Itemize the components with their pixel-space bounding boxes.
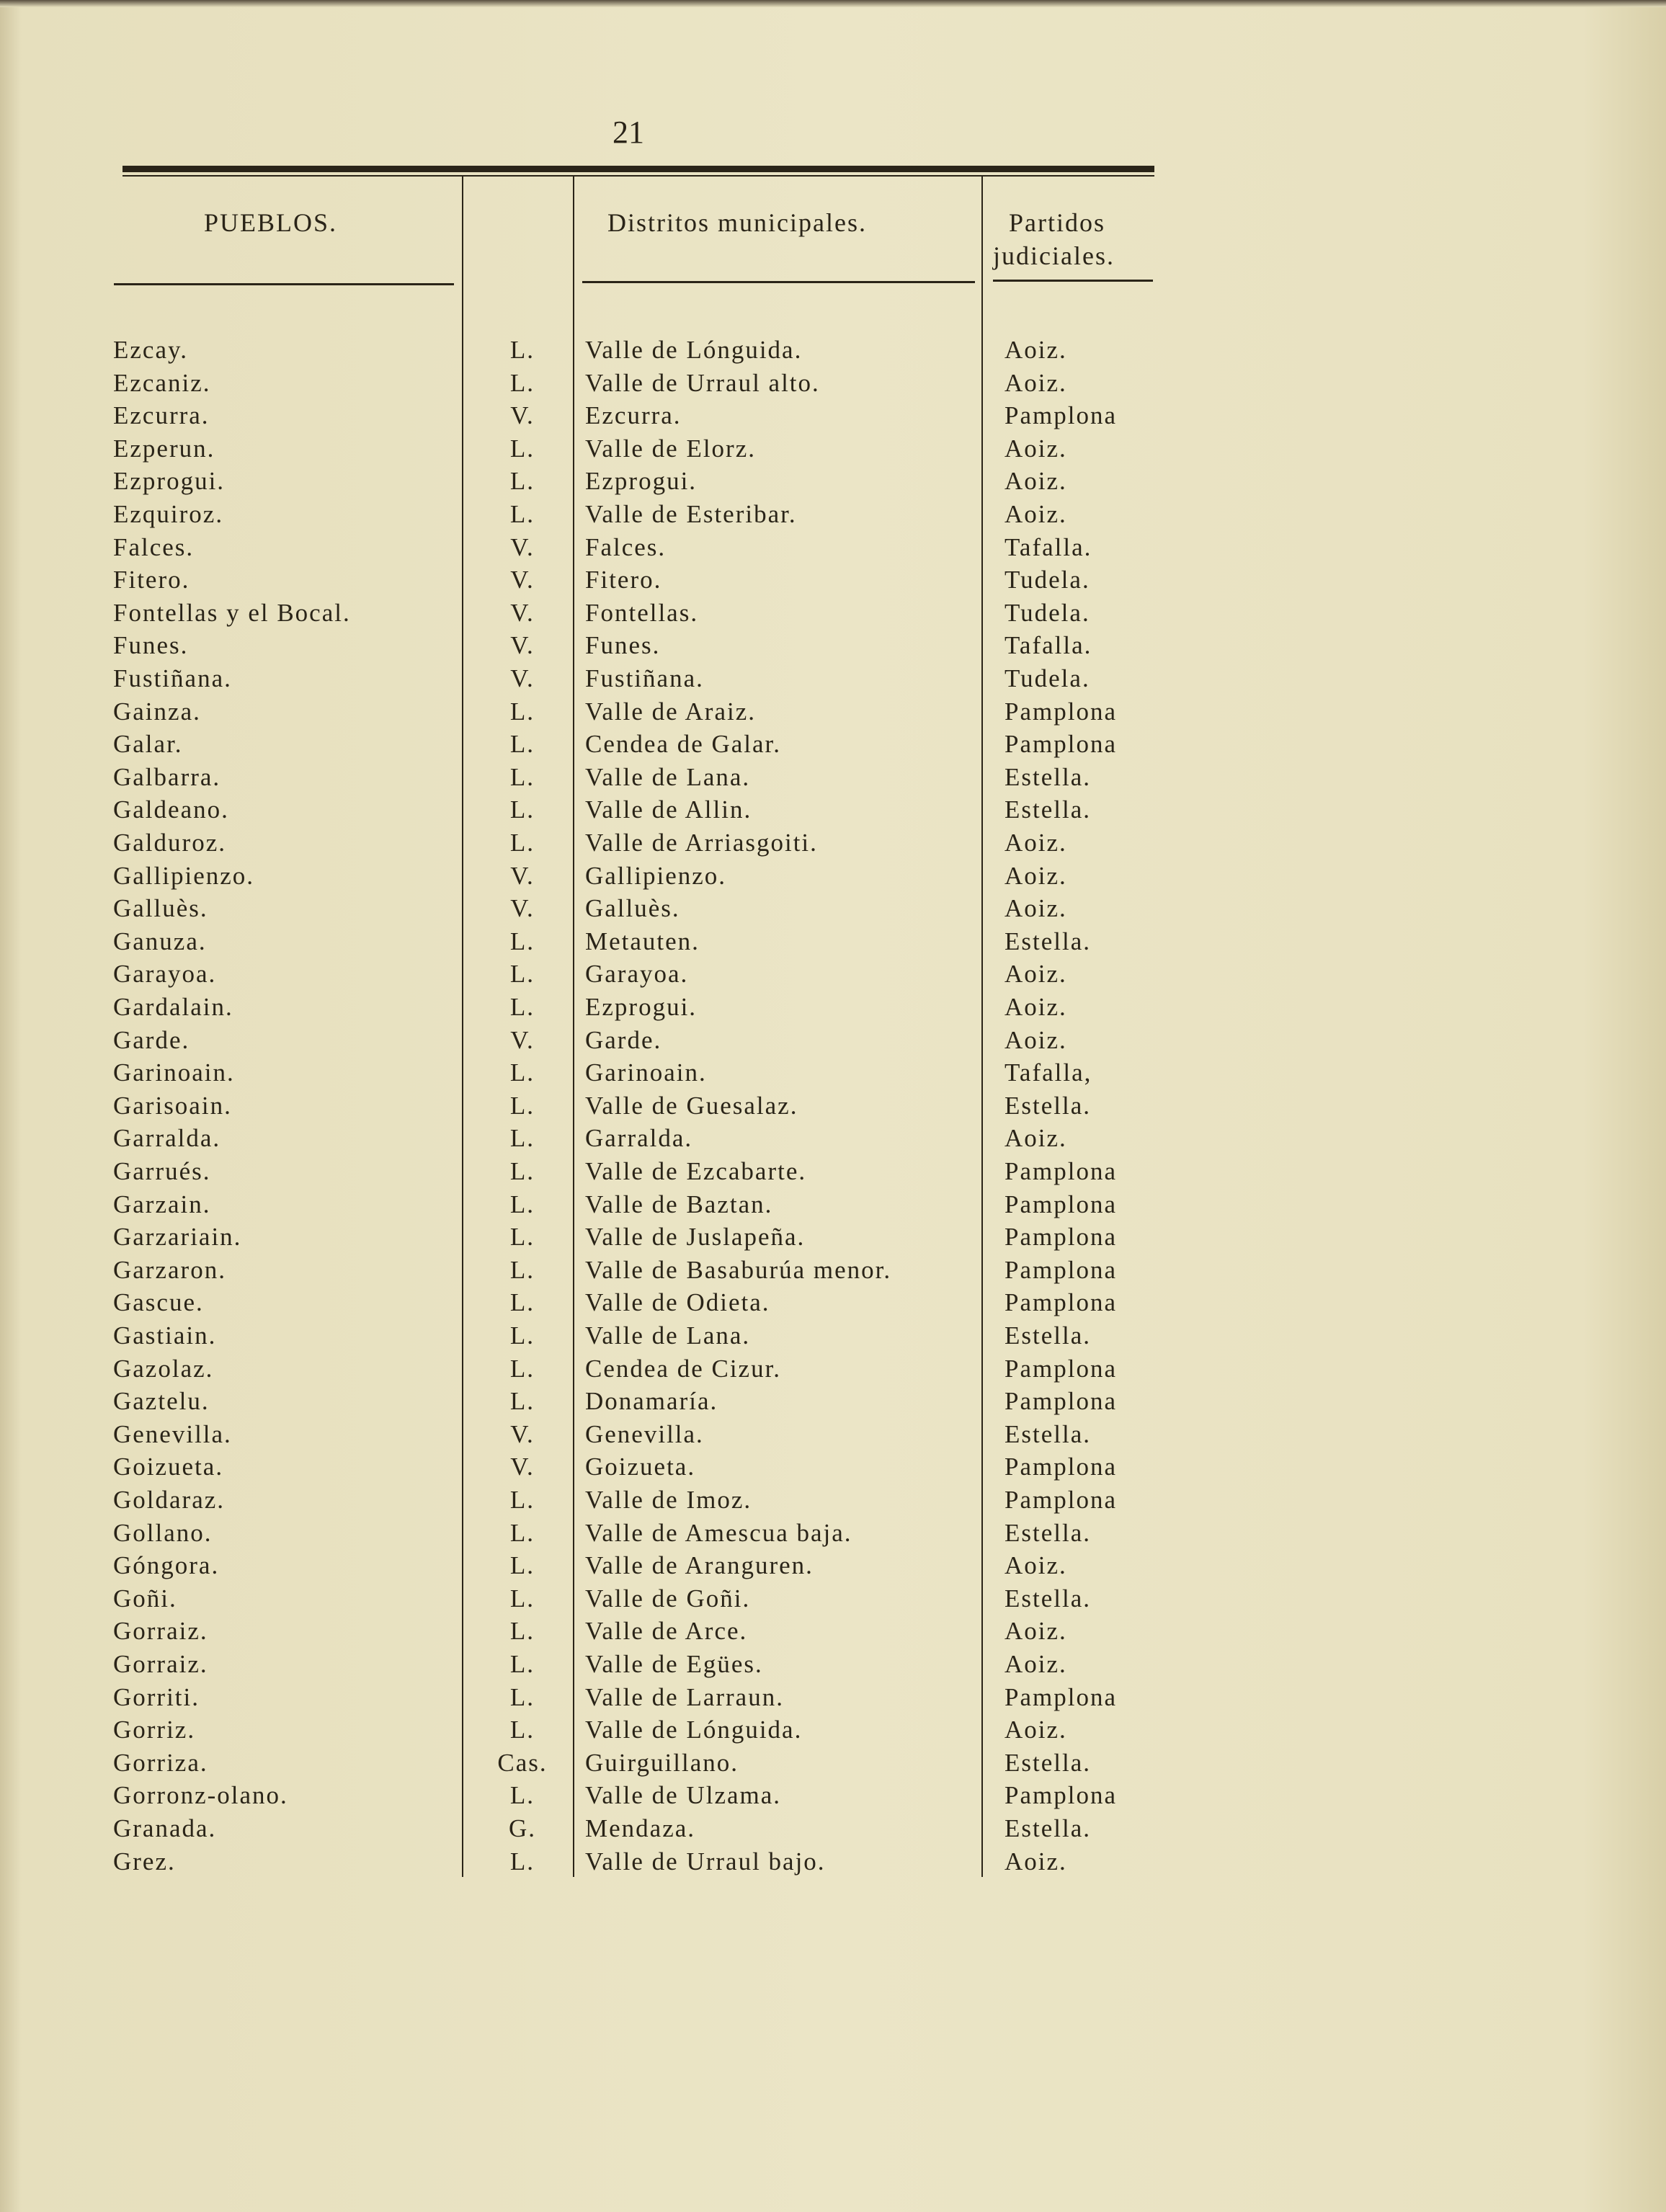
- cell-partido: Aoiz.: [1004, 1551, 1067, 1580]
- page-top-edge: [0, 0, 1666, 7]
- cell-tipo: L.: [509, 1223, 535, 1252]
- cell-distrito: Valle de Elorz.: [585, 434, 756, 463]
- cell-distrito: Cendea de Cizur.: [585, 1354, 782, 1383]
- cell-partido: Aoiz.: [1004, 1847, 1067, 1876]
- cell-partido: Pamplona: [1004, 1682, 1117, 1711]
- cell-pueblo: Goizueta.: [113, 1453, 224, 1481]
- cell-partido: Estella.: [1004, 1584, 1091, 1613]
- column-divider-1: [462, 177, 463, 1877]
- cell-pueblo: Gascue.: [113, 1288, 204, 1317]
- cell-pueblo: Ezprogui.: [113, 467, 226, 496]
- cell-tipo: V.: [510, 532, 535, 561]
- cell-tipo: V.: [510, 631, 535, 660]
- cell-tipo: V.: [510, 1025, 535, 1054]
- header-underline-pueblos: [114, 283, 454, 285]
- cell-distrito: Mendaza.: [585, 1814, 696, 1842]
- cell-pueblo: Ezquiroz.: [113, 500, 224, 528]
- cell-pueblo: Galbarra.: [113, 762, 221, 791]
- cell-tipo: V.: [510, 861, 535, 890]
- cell-partido: Pamplona: [1004, 401, 1117, 430]
- cell-tipo: L.: [509, 960, 535, 989]
- cell-distrito: Valle de Aranguren.: [585, 1551, 814, 1580]
- cell-pueblo: Garayoa.: [113, 960, 217, 989]
- cell-distrito: Fustiñana.: [585, 664, 704, 692]
- cell-distrito: Valle de Imoz.: [585, 1486, 752, 1514]
- cell-pueblo: Grez.: [113, 1847, 176, 1876]
- cell-pueblo: Góngora.: [113, 1551, 220, 1580]
- cell-partido: Aoiz.: [1004, 993, 1067, 1021]
- cell-distrito: Valle de Goñi.: [585, 1584, 751, 1613]
- cell-distrito: Valle de Baztan.: [585, 1190, 773, 1218]
- cell-distrito: Valle de Esteribar.: [585, 500, 797, 528]
- cell-distrito: Valle de Amescua baja.: [585, 1518, 852, 1547]
- cell-tipo: L.: [509, 336, 535, 364]
- cell-tipo: L.: [509, 795, 535, 824]
- cell-distrito: Valle de Odieta.: [585, 1288, 770, 1317]
- cell-pueblo: Fitero.: [113, 566, 190, 594]
- cell-pueblo: Garrués.: [113, 1157, 211, 1185]
- cell-partido: Aoiz.: [1004, 1716, 1067, 1744]
- header-underline-partidos: [993, 280, 1153, 282]
- cell-distrito: Falces.: [585, 532, 667, 561]
- cell-partido: Aoiz.: [1004, 467, 1067, 496]
- cell-partido: Estella.: [1004, 1814, 1091, 1842]
- cell-pueblo: Ganuza.: [113, 927, 207, 955]
- cell-pueblo: Ezcurra.: [113, 401, 210, 430]
- cell-distrito: Ezprogui.: [585, 467, 698, 496]
- cell-distrito: Valle de Lónguida.: [585, 336, 803, 364]
- cell-partido: Pamplona: [1004, 1223, 1117, 1252]
- cell-pueblo: Gollano.: [113, 1518, 213, 1547]
- cell-pueblo: Funes.: [113, 631, 189, 660]
- cell-distrito: Goizueta.: [585, 1453, 696, 1481]
- cell-pueblo: Falces.: [113, 532, 195, 561]
- cell-pueblo: Garzariain.: [113, 1223, 242, 1252]
- cell-distrito: Funes.: [585, 631, 661, 660]
- cell-distrito: Garde.: [585, 1025, 662, 1054]
- cell-distrito: Ezcurra.: [585, 401, 682, 430]
- cell-tipo: L.: [509, 467, 535, 496]
- cell-partido: Estella.: [1004, 1518, 1091, 1547]
- cell-partido: Aoiz.: [1004, 861, 1067, 890]
- cell-partido: Pamplona: [1004, 1354, 1117, 1383]
- cell-pueblo: Gastiain.: [113, 1321, 217, 1350]
- cell-tipo: L.: [509, 1157, 535, 1185]
- cell-tipo: G.: [508, 1814, 537, 1842]
- cell-tipo: L.: [509, 730, 535, 759]
- cell-tipo: L.: [509, 1551, 535, 1580]
- cell-distrito: Ezprogui.: [585, 993, 698, 1021]
- cell-tipo: L.: [509, 1190, 535, 1218]
- cell-partido: Aoiz.: [1004, 500, 1067, 528]
- cell-partido: Aoiz.: [1004, 1650, 1067, 1678]
- cell-partido: Aoiz.: [1004, 1025, 1067, 1054]
- cell-pueblo: Garzain.: [113, 1190, 211, 1218]
- cell-distrito: Garayoa.: [585, 960, 689, 989]
- cell-distrito: Fontellas.: [585, 598, 699, 627]
- cell-partido: Pamplona: [1004, 697, 1117, 726]
- cell-distrito: Valle de Ulzama.: [585, 1781, 782, 1810]
- cell-pueblo: Gaztelu.: [113, 1387, 210, 1416]
- cell-partido: Pamplona: [1004, 1387, 1117, 1416]
- cell-pueblo: Garde.: [113, 1025, 190, 1054]
- cell-distrito: Valle de Urraul alto.: [585, 368, 820, 397]
- cell-pueblo: Gallipienzo.: [113, 861, 255, 890]
- cell-tipo: V.: [510, 566, 535, 594]
- cell-tipo: Cas.: [497, 1748, 548, 1777]
- cell-partido: Aoiz.: [1004, 434, 1067, 463]
- cell-partido: Aoiz.: [1004, 336, 1067, 364]
- cell-partido: Tafalla.: [1004, 631, 1092, 660]
- cell-distrito: Valle de Lana.: [585, 762, 751, 791]
- cell-partido: Pamplona: [1004, 1486, 1117, 1514]
- top-thick-rule: [122, 166, 1154, 172]
- cell-tipo: V.: [510, 401, 535, 430]
- cell-partido: Estella.: [1004, 795, 1091, 824]
- cell-distrito: Metauten.: [585, 927, 700, 955]
- cell-pueblo: Gardalain.: [113, 993, 233, 1021]
- cell-pueblo: Garisoain.: [113, 1091, 232, 1120]
- cell-tipo: L.: [509, 368, 535, 397]
- cell-partido: Aoiz.: [1004, 894, 1067, 923]
- cell-partido: Tudela.: [1004, 664, 1090, 692]
- cell-partido: Estella.: [1004, 1321, 1091, 1350]
- cell-distrito: Valle de Arce.: [585, 1617, 748, 1646]
- cell-distrito: Garinoain.: [585, 1058, 707, 1087]
- cell-pueblo: Garzaron.: [113, 1255, 226, 1284]
- cell-pueblo: Ezperun.: [113, 434, 215, 463]
- cell-partido: Estella.: [1004, 762, 1091, 791]
- cell-partido: Pamplona: [1004, 1453, 1117, 1481]
- cell-tipo: L.: [509, 697, 535, 726]
- cell-tipo: L.: [509, 1058, 535, 1087]
- header-underline-distritos: [582, 281, 975, 283]
- cell-tipo: L.: [509, 1650, 535, 1678]
- cell-distrito: Valle de Larraun.: [585, 1682, 784, 1711]
- cell-tipo: L.: [509, 1255, 535, 1284]
- cell-tipo: V.: [510, 598, 535, 627]
- cell-pueblo: Gainza.: [113, 697, 201, 726]
- cell-tipo: L.: [509, 1321, 535, 1350]
- cell-pueblo: Garralda.: [113, 1124, 221, 1153]
- cell-distrito: Valle de Araiz.: [585, 697, 756, 726]
- cell-distrito: Valle de Egües.: [585, 1650, 763, 1678]
- cell-tipo: L.: [509, 1091, 535, 1120]
- cell-tipo: L.: [509, 1518, 535, 1547]
- cell-partido: Estella.: [1004, 927, 1091, 955]
- cell-pueblo: Galdeano.: [113, 795, 229, 824]
- cell-partido: Aoiz.: [1004, 829, 1067, 857]
- cell-tipo: L.: [509, 993, 535, 1021]
- cell-partido: Aoiz.: [1004, 1124, 1067, 1153]
- cell-distrito: Cendea de Galar.: [585, 730, 782, 759]
- header-partidos-2: judiciales.: [993, 241, 1115, 270]
- cell-tipo: L.: [509, 1288, 535, 1317]
- cell-pueblo: Fustiñana.: [113, 664, 232, 692]
- cell-partido: Aoiz.: [1004, 368, 1067, 397]
- cell-tipo: V.: [510, 664, 535, 692]
- cell-tipo: L.: [509, 927, 535, 955]
- cell-tipo: L.: [509, 1486, 535, 1514]
- cell-distrito: Valle de Arriasgoiti.: [585, 829, 818, 857]
- cell-tipo: V.: [510, 1453, 535, 1481]
- cell-tipo: V.: [510, 1419, 535, 1448]
- cell-distrito: Valle de Lana.: [585, 1321, 751, 1350]
- cell-pueblo: Granada.: [113, 1814, 217, 1842]
- cell-tipo: L.: [509, 829, 535, 857]
- cell-partido: Aoiz.: [1004, 1617, 1067, 1646]
- cell-distrito: Genevilla.: [585, 1419, 704, 1448]
- cell-pueblo: Garinoain.: [113, 1058, 235, 1087]
- top-thin-rule: [122, 175, 1154, 177]
- cell-pueblo: Gorriz.: [113, 1716, 196, 1744]
- cell-tipo: L.: [509, 1617, 535, 1646]
- cell-tipo: L.: [509, 1584, 535, 1613]
- cell-partido: Pamplona: [1004, 1157, 1117, 1185]
- cell-pueblo: Ezcaniz.: [113, 368, 211, 397]
- column-divider-2: [573, 177, 574, 1877]
- cell-tipo: L.: [509, 1682, 535, 1711]
- cell-pueblo: Gorronz-olano.: [113, 1781, 288, 1810]
- cell-partido: Pamplona: [1004, 1288, 1117, 1317]
- cell-tipo: L.: [509, 1781, 535, 1810]
- cell-tipo: L.: [509, 1716, 535, 1744]
- cell-partido: Estella.: [1004, 1091, 1091, 1120]
- cell-distrito: Valle de Guesalaz.: [585, 1091, 798, 1120]
- column-divider-3: [981, 177, 983, 1877]
- cell-distrito: Valle de Allin.: [585, 795, 752, 824]
- header-pueblos: PUEBLOS.: [204, 208, 338, 237]
- header-distritos: Distritos municipales.: [607, 208, 867, 237]
- cell-pueblo: Gazolaz.: [113, 1354, 214, 1383]
- header-partidos-1: Partidos: [1009, 208, 1106, 237]
- cell-pueblo: Gorraiz.: [113, 1650, 208, 1678]
- cell-distrito: Valle de Ezcabarte.: [585, 1157, 807, 1185]
- cell-pueblo: Fontellas y el Bocal.: [113, 598, 351, 627]
- cell-pueblo: Gorraiz.: [113, 1617, 208, 1646]
- cell-partido: Pamplona: [1004, 1190, 1117, 1218]
- cell-pueblo: Galluès.: [113, 894, 208, 923]
- cell-distrito: Gallipienzo.: [585, 861, 727, 890]
- cell-distrito: Garralda.: [585, 1124, 693, 1153]
- cell-partido: Pamplona: [1004, 1781, 1117, 1810]
- cell-pueblo: Goldaraz.: [113, 1486, 226, 1514]
- cell-partido: Estella.: [1004, 1419, 1091, 1448]
- cell-distrito: Fitero.: [585, 566, 662, 594]
- cell-distrito: Galluès.: [585, 894, 680, 923]
- cell-pueblo: Galduroz.: [113, 829, 226, 857]
- cell-tipo: L.: [509, 1387, 535, 1416]
- cell-distrito: Valle de Basaburúa menor.: [585, 1255, 892, 1284]
- cell-partido: Tafalla.: [1004, 532, 1092, 561]
- cell-partido: Estella.: [1004, 1748, 1091, 1777]
- cell-distrito: Valle de Urraul bajo.: [585, 1847, 826, 1876]
- cell-tipo: L.: [509, 762, 535, 791]
- cell-distrito: Guirguillano.: [585, 1748, 739, 1777]
- cell-distrito: Donamaría.: [585, 1387, 718, 1416]
- cell-tipo: L.: [509, 1124, 535, 1153]
- cell-partido: Tudela.: [1004, 598, 1090, 627]
- cell-partido: Tudela.: [1004, 566, 1090, 594]
- cell-partido: Aoiz.: [1004, 960, 1067, 989]
- cell-distrito: Valle de Lónguida.: [585, 1716, 803, 1744]
- cell-pueblo: Galar.: [113, 730, 183, 759]
- cell-tipo: V.: [510, 894, 535, 923]
- cell-pueblo: Ezcay.: [113, 336, 188, 364]
- page-number: 21: [612, 115, 644, 150]
- cell-distrito: Valle de Juslapeña.: [585, 1223, 806, 1252]
- cell-tipo: L.: [509, 434, 535, 463]
- cell-partido: Pamplona: [1004, 730, 1117, 759]
- cell-tipo: L.: [509, 500, 535, 528]
- cell-partido: Tafalla,: [1004, 1058, 1092, 1087]
- cell-tipo: L.: [509, 1354, 535, 1383]
- cell-pueblo: Gorriza.: [113, 1748, 208, 1777]
- cell-pueblo: Gorriti.: [113, 1682, 200, 1711]
- cell-pueblo: Goñi.: [113, 1584, 177, 1613]
- cell-pueblo: Genevilla.: [113, 1419, 232, 1448]
- cell-partido: Pamplona: [1004, 1255, 1117, 1284]
- cell-tipo: L.: [509, 1847, 535, 1876]
